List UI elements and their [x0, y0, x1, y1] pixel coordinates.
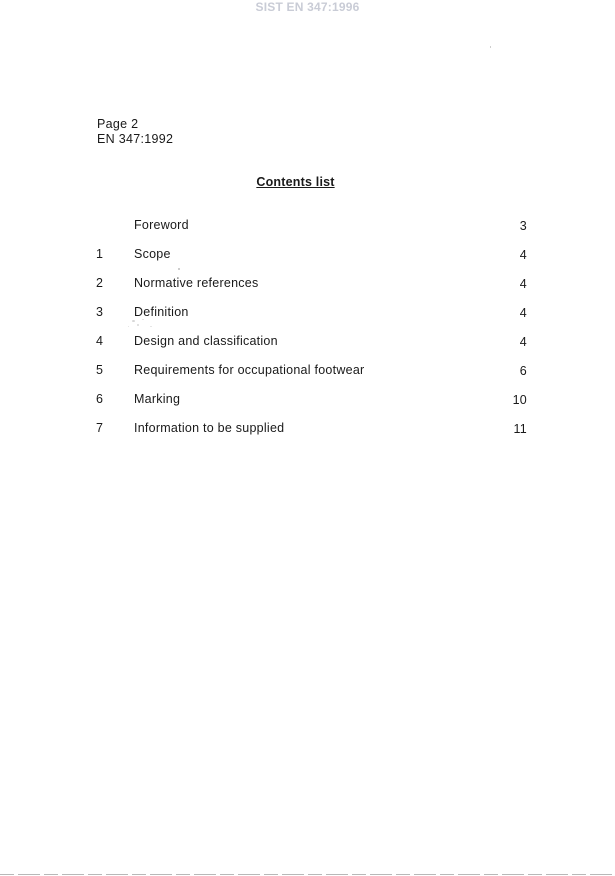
- scan-bottom-edge: [0, 874, 615, 875]
- toc-page: 4: [519, 277, 527, 291]
- toc-number: 5: [96, 363, 104, 377]
- toc-row: [0, 276, 615, 294]
- toc-page: 6: [519, 364, 527, 378]
- toc-row: [0, 247, 615, 265]
- toc-number: 3: [96, 305, 104, 319]
- toc-page: 4: [519, 248, 527, 262]
- scan-speck: [178, 268, 180, 270]
- toc-title: Requirements for occupational footwear: [134, 363, 365, 377]
- toc-title: Design and classification: [134, 334, 278, 348]
- scan-speck: [128, 326, 129, 327]
- toc-row: [0, 421, 615, 439]
- toc-number: 1: [96, 247, 104, 261]
- toc-number: 2: [96, 276, 104, 290]
- toc-page: 4: [519, 306, 527, 320]
- toc-page: 4: [519, 335, 527, 349]
- toc-title: Normative references: [134, 276, 259, 290]
- toc-title: Marking: [134, 392, 181, 406]
- toc-row: [0, 334, 615, 352]
- toc-number: 4: [96, 334, 104, 348]
- toc-title: Foreword: [134, 218, 189, 232]
- scan-speck: [150, 326, 152, 327]
- toc-row: [0, 363, 615, 381]
- toc-title: Information to be supplied: [134, 421, 285, 435]
- contents-title: Contents list: [256, 175, 335, 189]
- scan-speck: [142, 319, 144, 320]
- toc-row: [0, 392, 615, 410]
- toc-title: Definition: [134, 305, 189, 319]
- toc-number: 6: [96, 392, 104, 406]
- toc-page: 11: [513, 422, 527, 436]
- toc-page: 3: [519, 219, 527, 233]
- watermark: SIST EN 347:1996: [255, 0, 360, 14]
- toc-page: 10: [512, 393, 527, 407]
- standard-reference: EN 347:1992: [97, 132, 174, 146]
- scan-speck: [490, 46, 491, 48]
- toc-row: [0, 305, 615, 323]
- toc-row: [0, 218, 615, 236]
- toc-title: Scope: [134, 247, 171, 261]
- page-number-label: Page 2: [97, 117, 139, 131]
- scan-speck: [137, 324, 139, 326]
- toc-number: 7: [96, 421, 104, 435]
- scan-speck: [132, 320, 135, 322]
